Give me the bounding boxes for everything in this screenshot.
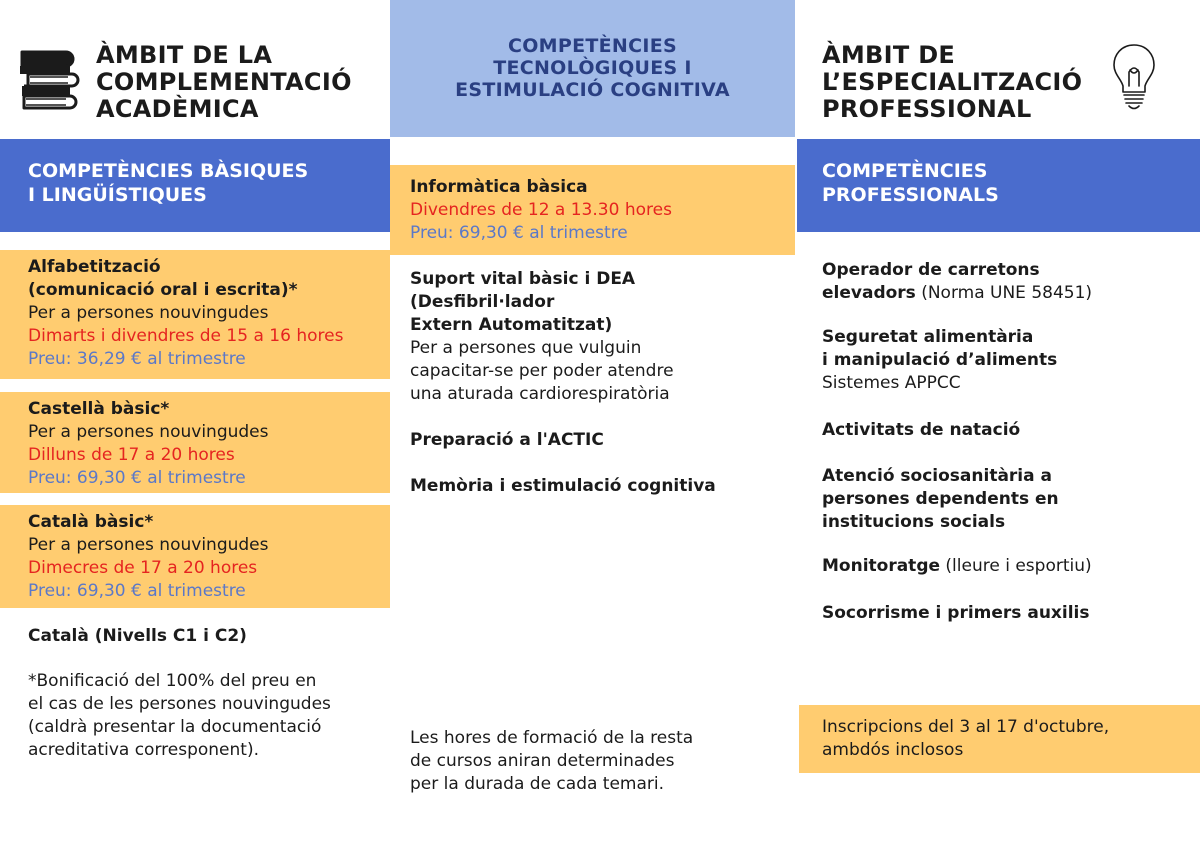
section-professional: COMPETÈNCIES PROFESSIONALS bbox=[797, 139, 1200, 232]
course-castella: Castellà bàsic* Per a persones nouvingudes Dilluns de 17 a 20 hores Preu: 69,30 € al trimestre bbox=[0, 392, 390, 493]
column-academic bbox=[0, 0, 390, 849]
course-informatica: Informàtica bàsica Divendres de 12 a 13.30 hores Preu: 69,30 € al trimestre bbox=[390, 165, 795, 255]
registration-box: Inscripcions del 3 al 17 d'octubre, ambdós inclosos bbox=[799, 705, 1200, 773]
footnote-bonus: *Bonificació del 100% del preu en el cas de les persones nouvingudes (caldrà presentar la documentació acreditativa corresponent). bbox=[28, 671, 331, 760]
course-actic: Preparació a l'ACTIC bbox=[410, 430, 604, 450]
lightbulb-icon bbox=[1110, 42, 1158, 116]
column-technological bbox=[390, 0, 795, 849]
column-professional-title: ÀMBIT DE L’ESPECIALITZACIÓ PROFESSIONAL bbox=[822, 41, 1083, 123]
course-alfabetitzacio: Alfabetització (comunicació oral i escrita)* Per a persones nouvingudes Dimarts i divendres de 15 a 16 hores Preu: 36,29 € al trimestre bbox=[0, 250, 390, 379]
course-natacio: Activitats de natació bbox=[822, 420, 1021, 440]
course-socorrisme: Socorrisme i primers auxilis bbox=[822, 603, 1090, 623]
course-memoria: Memòria i estimulació cognitiva bbox=[410, 476, 716, 496]
column-professional bbox=[797, 0, 1200, 849]
note-training-hours: Les hores de formació de la resta de cursos aniran determinades per la durada de cada temari. bbox=[410, 728, 694, 794]
course-seguretat-alimentaria: Seguretat alimentària i manipulació d’aliments Sistemes APPCC bbox=[822, 327, 1058, 393]
course-catala-basic: Català bàsic* Per a persones nouvingudes Dimecres de 17 a 20 hores Preu: 69,30 € al trimestre bbox=[0, 505, 390, 608]
books-icon bbox=[18, 44, 80, 118]
course-catala-c1-c2: Català (Nivells C1 i C2) bbox=[28, 626, 247, 646]
course-atencio-sociosanitaria: Atenció sociosanitària a persones dependents en institucions socials bbox=[822, 466, 1059, 532]
column-technological-header bbox=[390, 0, 795, 137]
course-suport-vital-dea: Suport vital bàsic i DEA (Desfibril·lador Extern Automatitzat) Per a persones que vulguin capacitar-se per poder atendre una aturada cardiorespiratòria bbox=[410, 269, 674, 404]
column-technological-title: COMPETÈNCIES TECNOLÒGIQUES I ESTIMULACIÓ COGNITIVA bbox=[455, 35, 730, 101]
column-academic-title: ÀMBIT DE LA COMPLEMENTACIÓ ACADÈMICA bbox=[96, 41, 352, 123]
course-monitoratge: Monitoratge (lleure i esportiu) bbox=[822, 556, 1092, 576]
section-basic-linguistic: COMPETÈNCIES BÀSIQUES I LINGÜÍSTIQUES bbox=[0, 139, 390, 232]
course-carretons: Operador de carretons elevadors (Norma UNE 58451) bbox=[822, 260, 1093, 303]
